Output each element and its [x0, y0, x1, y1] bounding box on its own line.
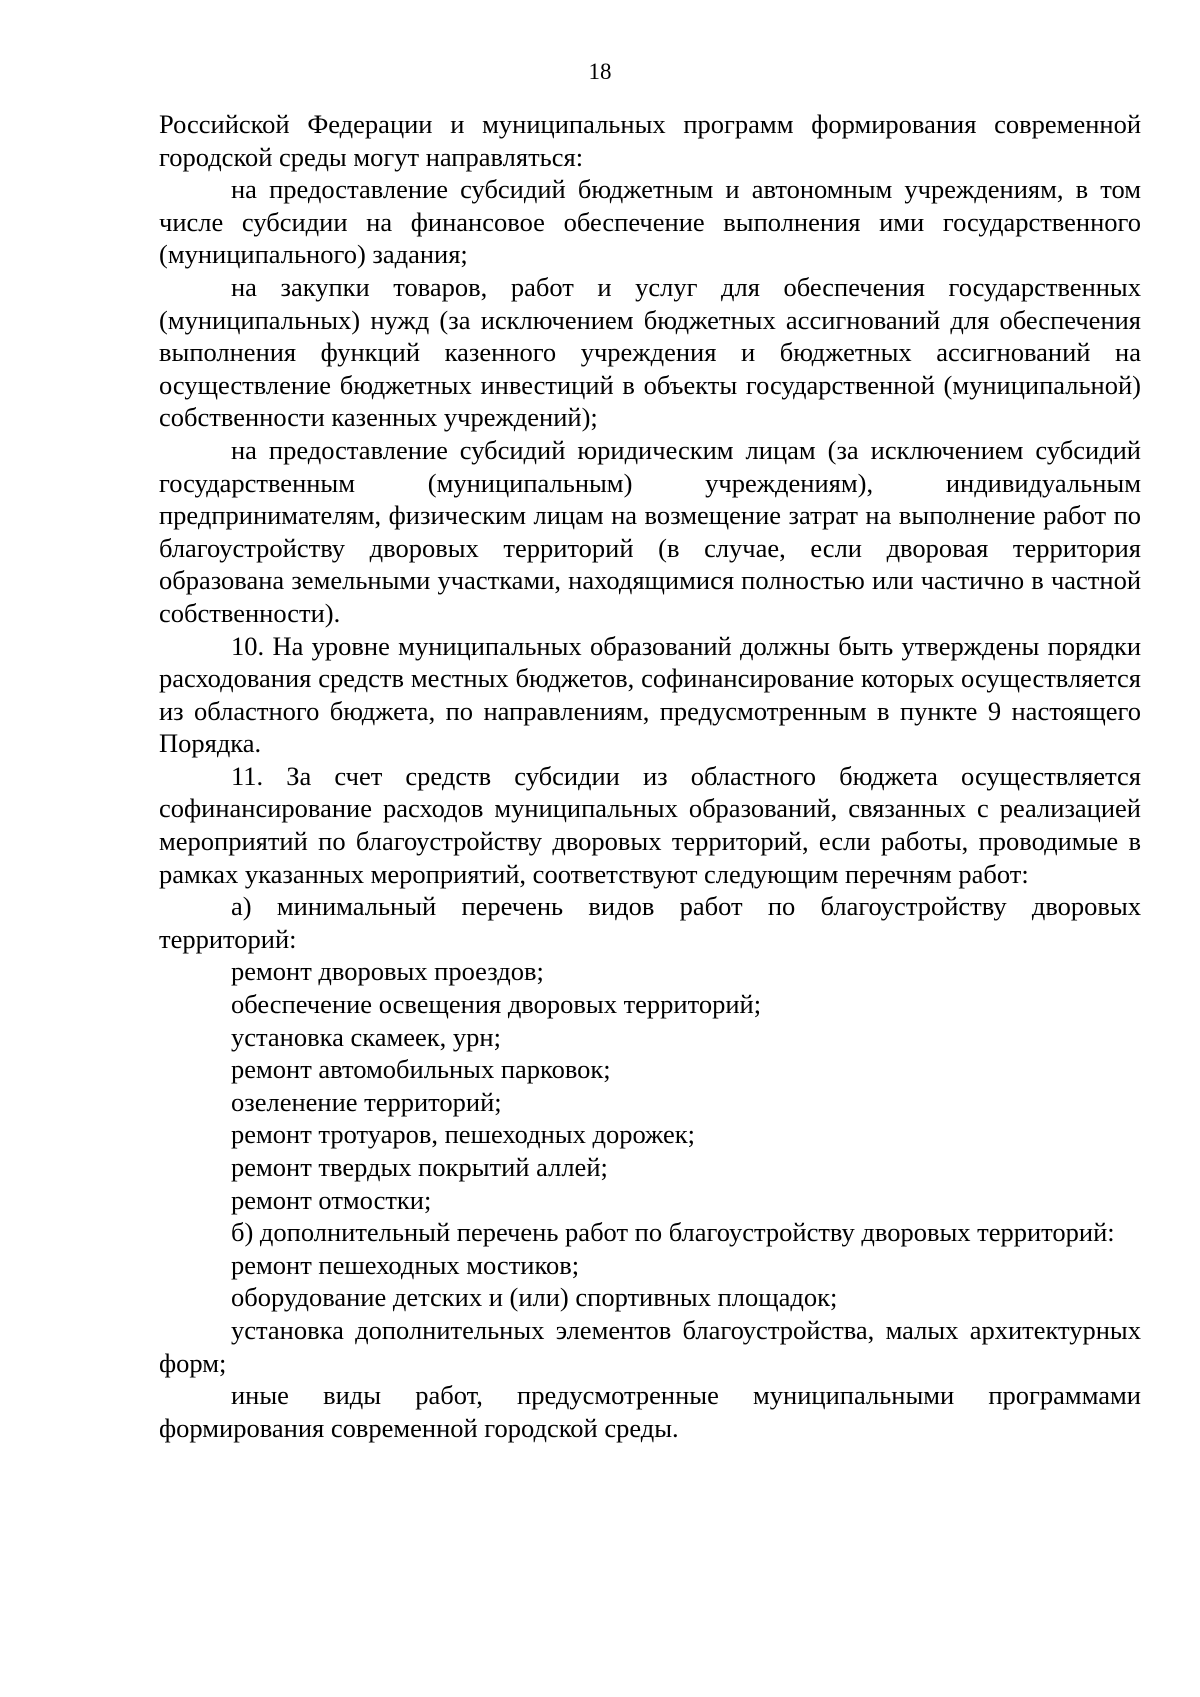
list-item: ремонт пешеходных мостиков;: [231, 1249, 580, 1280]
list-heading: б) дополнительный перечень работ по благоустройству дворовых территорий:: [231, 1217, 1115, 1248]
list-item: иные виды работ, предусмотренные муниципальными программами формирования современной городской среды.: [159, 1380, 1141, 1443]
list-item: ремонт автомобильных парковок;: [231, 1054, 611, 1085]
paragraph: на предоставление субсидий бюджетным и автономным учреждениям, в том числе субсидии на финансовое обеспечение выполнения ими государственного (муниципального) задания;: [159, 174, 1141, 270]
list-item: ремонт отмостки;: [231, 1184, 432, 1215]
paragraph: 10. На уровне муниципальных образований должны быть утверждены порядки расходования средств местных бюджетов, софинансирование которых осуществляется из областного бюджета, по направлениям, предусмотренным в пункте 9 настоящего Порядка.: [159, 630, 1141, 759]
list-heading: а) минимальный перечень видов работ по благоустройству дворовых территорий:: [159, 891, 1141, 954]
document-body: [159, 108, 1141, 1444]
paragraph: Российской Федерации и муниципальных программ формирования современной городской среды могут направляться:: [159, 109, 1141, 172]
list-item: ремонт твердых покрытий аллей;: [231, 1152, 608, 1182]
list-item: обеспечение освещения дворовых территорий;: [231, 989, 762, 1020]
list-item: ремонт дворовых проездов;: [231, 956, 544, 987]
paragraph: на предоставление субсидий юридическим лицам (за исключением субсидий государственным (муниципальным) учреждениям), индивидуальным предпринимателям, физическим лицам на возмещение затрат на выполнение работ по благоустройству дворовых территорий (в случае, если дворовая территория образована земельными участками, находящимися полностью или частично в частной собственности).: [159, 434, 1141, 628]
list-item: установка скамеек, урн;: [231, 1021, 501, 1052]
paragraph: на закупки товаров, работ и услуг для обеспечения государственных (муниципальных) нужд (за исключением бюджетных ассигнований для обеспечения выполнения функций казенного учреждения и бюджетных ассигнований на осуществление бюджетных инвестиций в объекты государственной (муниципальной) собственности казенных учреждений);: [159, 271, 1141, 433]
page-number: 18: [588, 59, 612, 84]
list-item: установка дополнительных элементов благоустройства, малых архитектурных форм;: [159, 1314, 1141, 1378]
list-item: оборудование детских и (или) спортивных площадок;: [231, 1282, 838, 1313]
list-item: озеленение территорий;: [231, 1086, 502, 1117]
list-item: ремонт тротуаров, пешеходных дорожек;: [231, 1119, 695, 1150]
paragraph: 11. За счет средств субсидии из областного бюджета осуществляется софинансирование расходов муниципальных образований, связанных с реализацией мероприятий по благоустройству дворовых территорий, если работы, проводимые в рамках указанных мероприятий, соответствуют следующим перечням работ:: [159, 760, 1141, 889]
